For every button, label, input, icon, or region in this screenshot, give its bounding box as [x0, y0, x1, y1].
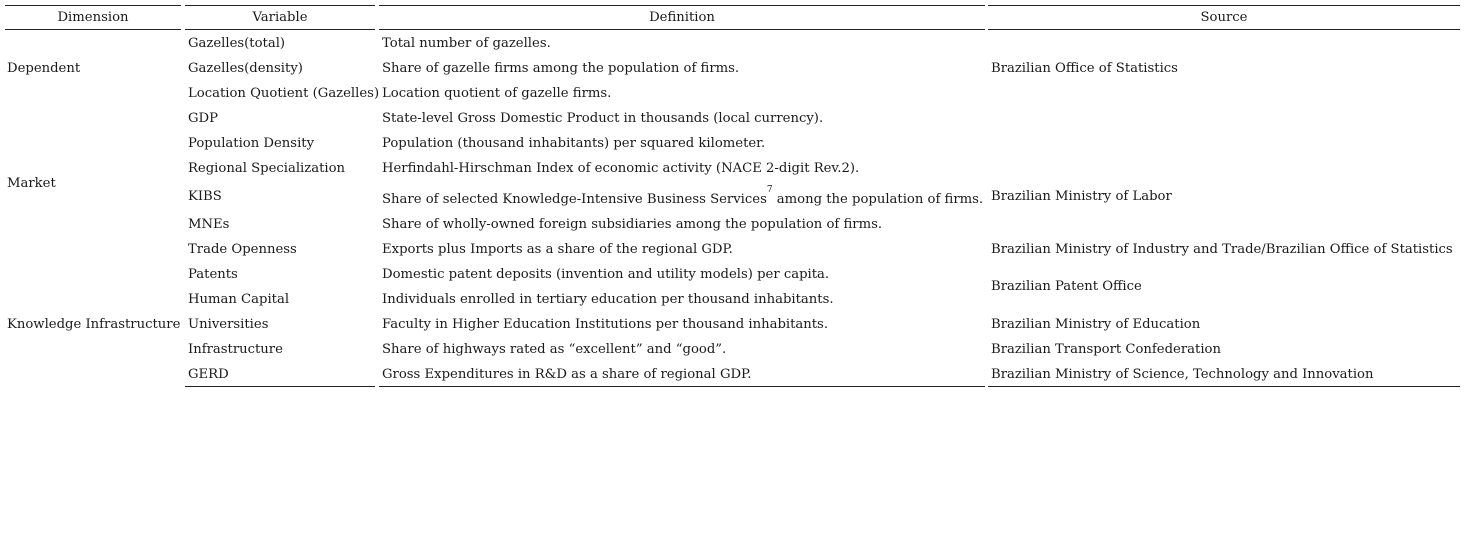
top-rule-dimension	[5, 5, 181, 6]
header-rule-source	[988, 29, 1460, 30]
header-variable: Variable	[252, 10, 308, 25]
definition-cell: Share of wholly-owned foreign subsidiaries among the population of firms.	[382, 217, 883, 232]
variable-cell: GDP	[188, 111, 218, 126]
definition-kibs-text: Share of selected Knowledge-Intensive Business Services	[382, 192, 767, 207]
definition-cell-kibs	[382, 185, 984, 208]
definition-cell: Exports plus Imports as a share of the regional GDP.	[382, 242, 733, 257]
top-rule-definition	[379, 5, 985, 6]
top-rule-variable	[185, 5, 375, 6]
variable-cell: Gazelles(total)	[188, 36, 286, 51]
variable-cell: Population Density	[188, 136, 315, 151]
source-transport: Brazilian Transport Confederation	[991, 342, 1221, 357]
header-rule-variable	[185, 29, 375, 30]
variable-cell: MNEs	[188, 217, 230, 232]
dimension-dependent: Dependent	[7, 61, 81, 76]
definition-cell: Population (thousand inhabitants) per squared kilometer.	[382, 136, 766, 151]
variable-cell: GERD	[188, 367, 229, 382]
variable-cell: Infrastructure	[188, 342, 283, 357]
variable-cell: Gazelles(density)	[188, 61, 303, 76]
header-definition: Definition	[649, 10, 715, 25]
footnote-marker: 7	[766, 185, 773, 195]
definition-cell: Share of gazelle firms among the population of firms.	[382, 61, 740, 76]
variable-cell: Trade Openness	[188, 242, 297, 257]
variable-cell: Regional Specialization	[188, 161, 346, 176]
definition-cell: Location quotient of gazelle firms.	[382, 86, 612, 101]
definition-kibs-rest: among the population of firms.	[772, 192, 984, 207]
header-rule-dimension	[5, 29, 181, 30]
definition-cell: State-level Gross Domestic Product in thousands (local currency).	[382, 111, 824, 126]
definition-cell: Total number of gazelles.	[382, 36, 551, 51]
bottom-rule-definition	[379, 386, 985, 387]
header-dimension: Dimension	[57, 10, 129, 25]
source-statistics: Brazilian Office of Statistics	[991, 61, 1178, 76]
bottom-rule-variable	[185, 386, 375, 387]
definition-cell: Share of highways rated as “excellent” and “good”.	[382, 342, 727, 357]
header-rule-definition	[379, 29, 985, 30]
definition-cell: Individuals enrolled in tertiary education per thousand inhabitants.	[382, 292, 834, 307]
variable-cell: Human Capital	[188, 292, 290, 307]
header-source: Source	[1200, 10, 1248, 25]
variable-cell: Universities	[188, 317, 269, 332]
definition-cell: Faculty in Higher Education Institutions per thousand inhabitants.	[382, 317, 829, 332]
dimension-knowledge-infrastructure: Knowledge Infrastructure	[7, 317, 181, 332]
dimension-market: Market	[7, 176, 56, 191]
top-rule-source	[988, 5, 1460, 6]
source-education: Brazilian Ministry of Education	[991, 317, 1201, 332]
definition-cell: Domestic patent deposits (invention and utility models) per capita.	[382, 267, 830, 282]
definition-cell: Gross Expenditures in R&D as a share of regional GDP.	[382, 367, 752, 382]
variable-cell: Location Quotient (Gazelles)	[188, 86, 380, 101]
variable-cell: Patents	[188, 267, 238, 282]
bottom-rule-source	[988, 386, 1460, 387]
variable-cell: KIBS	[188, 189, 222, 204]
definition-cell: Herfindahl-Hirschman Index of economic activity (NACE 2-digit Rev.2).	[382, 161, 860, 176]
source-patent: Brazilian Patent Office	[991, 279, 1142, 294]
source-labor: Brazilian Ministry of Labor	[991, 189, 1172, 204]
source-science: Brazilian Ministry of Science, Technology and Innovation	[991, 367, 1374, 382]
source-industry-trade: Brazilian Ministry of Industry and Trade/Brazilian Office of Statistics	[991, 242, 1453, 257]
